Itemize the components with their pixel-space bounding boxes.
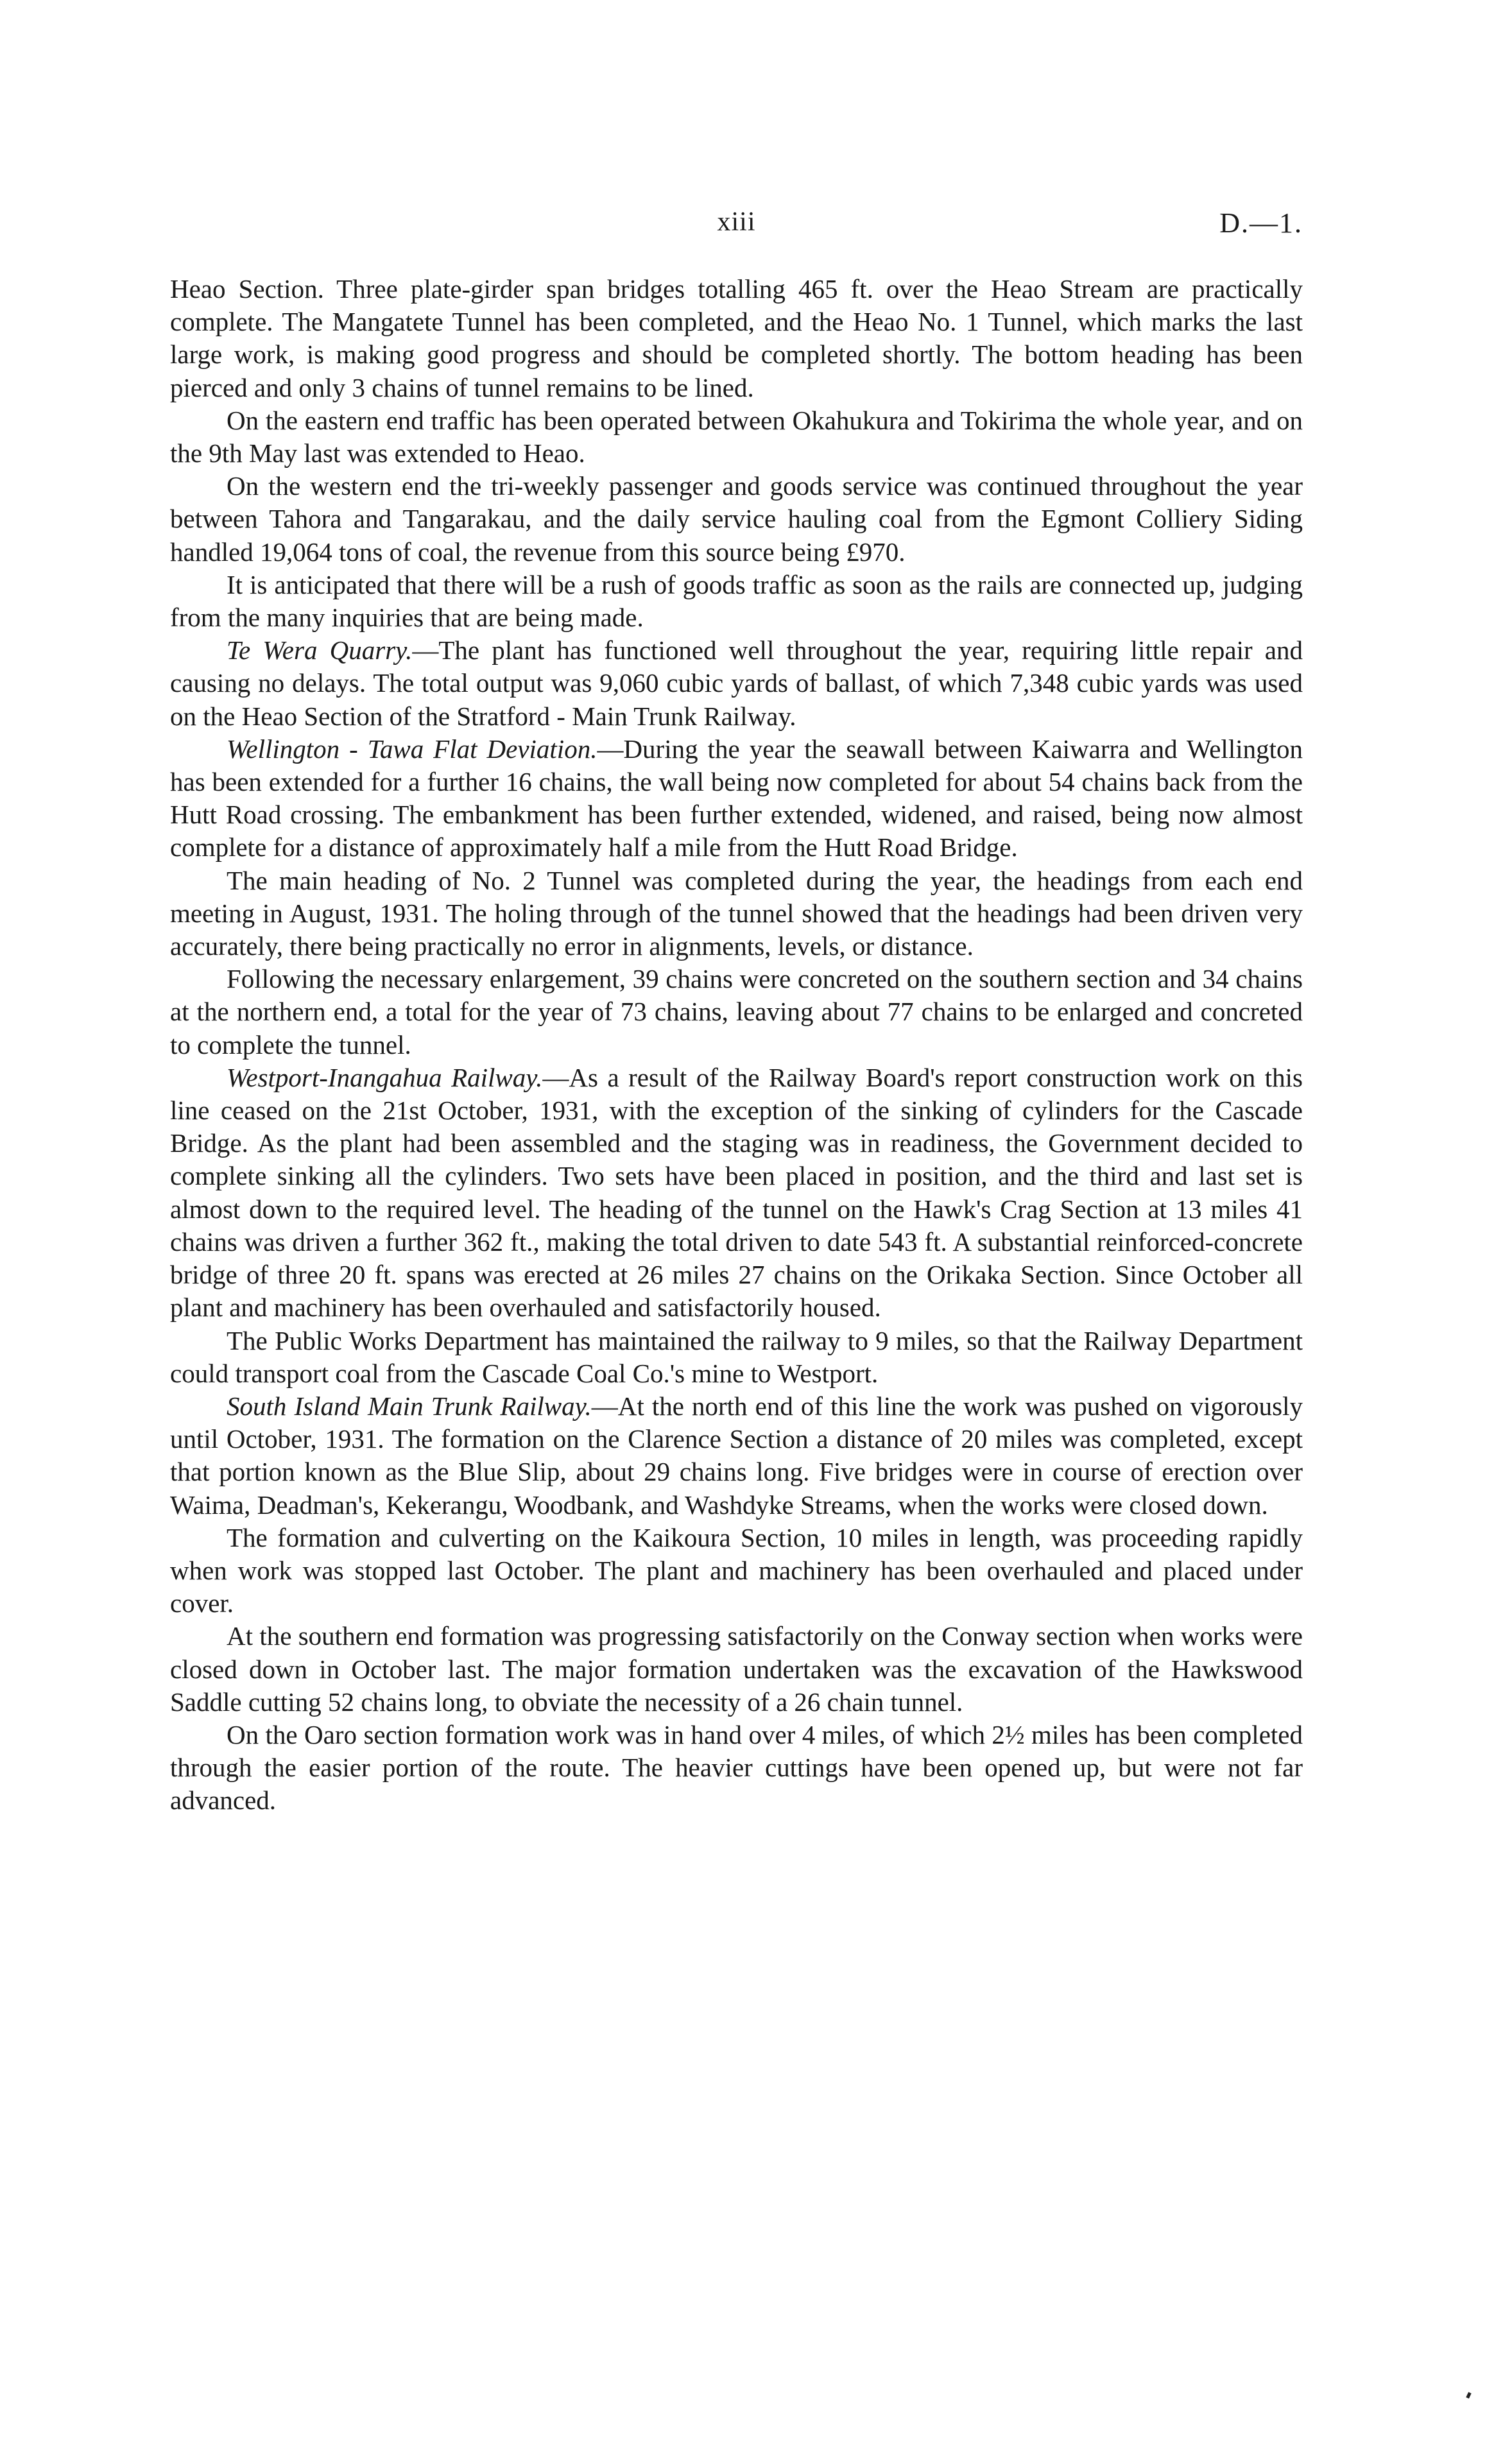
paragraph-no2-tunnel <box>170 864 1303 963</box>
paragraph-oaro-section <box>170 1719 1303 1817</box>
page-header <box>170 207 1303 245</box>
paragraph-text: On the western end the tri-weekly passenger and goods service was continued throughout the year between Tahora and Tangarakau, and the daily service hauling coal from the Egmont Colliery Siding handled 19,064 tons of coal, the revenue from this source being £970. <box>170 471 1303 567</box>
paragraph-goods-traffic <box>170 569 1303 634</box>
paragraph-text: On the eastern end traffic has been operated between Okahukura and Tokirima the whole year, and on the 9th May last was extended to Heao. <box>170 405 1303 468</box>
paragraph-heading: Te Wera Quarry. <box>227 635 413 665</box>
paragraph-text: —At the north end of this line the work was pushed on vigorously until October, 1931. The formation on the Clarence Section a distance of 20 miles was completed, except that portion known as the Blue Slip, about 29 chains long. Five bridges were in course of erection over Waima, Deadman's, Kekerangu, Woodbank, and Washdyke Streams, when the works were closed down. <box>170 1391 1303 1520</box>
paragraph-western-end <box>170 470 1303 569</box>
paragraph-westport-inangahua <box>170 1061 1303 1325</box>
paragraph-text: On the Oaro section formation work was in hand over 4 miles, of which 2½ miles has been completed through the easier portion of the route. The heavier cuttings have been opened up, but were not far advanced. <box>170 1719 1303 1816</box>
document-reference: D.—1. <box>1219 207 1303 239</box>
paragraph-text: It is anticipated that there will be a rush of goods traffic as soon as the rails are connected up, judging from the many inquiries that are being made. <box>170 569 1303 633</box>
paragraph-text: —During the year the seawall between Kaiwarra and Wellington has been extended for a further 16 chains, the wall being now completed for about 54 chains back from the Hutt Road crossing. The embankment has been further extended, widened, and raised, being now almost complete for a distance of approximately half a mile from the Hutt Road Bridge. <box>170 734 1303 863</box>
paragraph-south-island-main-trunk <box>170 1390 1303 1522</box>
paragraph-public-works <box>170 1325 1303 1390</box>
paragraph-heading: Wellington - Tawa Flat Deviation. <box>227 734 597 764</box>
paragraph-text: The Public Works Department has maintained the railway to 9 miles, so that the Railway Department could transport coal from the Cascade Coal Co.'s mine to Westport. <box>170 1325 1303 1388</box>
scan-mark <box>1466 2392 1471 2398</box>
page-number: xiii <box>717 207 756 237</box>
paragraph-conway-section <box>170 1620 1303 1719</box>
paragraph-kaikoura-section <box>170 1522 1303 1620</box>
paragraph-enlargement <box>170 963 1303 1061</box>
paragraph-text: The formation and culverting on the Kaikoura Section, 10 miles in length, was proceeding rapidly when work was stopped last October. The plant and machinery has been overhauled and placed under cover. <box>170 1522 1303 1618</box>
paragraph-heading: Westport-Inangahua Railway. <box>227 1062 543 1092</box>
paragraph-wellington-tawa-flat <box>170 733 1303 864</box>
paragraph-te-wera-quarry <box>170 634 1303 733</box>
paragraph-text: The main heading of No. 2 Tunnel was completed during the year, the headings from each end meeting in August, 1931. The holing through of the tunnel showed that the headings had been driven very accurately, there being practically no error in alignments, levels, or distance. <box>170 865 1303 961</box>
paragraph-eastern-end <box>170 404 1303 470</box>
paragraph-text: Heao Section. Three plate-girder span bridges totalling 465 ft. over the Heao Stream are practically complete. The Mangatete Tunnel has been completed, and the Heao No. 1 Tunnel, which marks the last large work, is making good progress and should be completed shortly. The bottom heading has been pierced and only 3 chains of tunnel remains to be lined. <box>170 274 1303 402</box>
paragraph-text: At the southern end formation was progressing satisfactorily on the Conway section when works were closed down in October last. The major formation undertaken was the excavation of the Hawkswood Saddle cutting 52 chains long, to obviate the necessity of a 26 chain tunnel. <box>170 1621 1303 1717</box>
paragraph-text: —The plant has functioned well throughout the year, requiring little repair and causing no delays. The total output was 9,060 cubic yards of ballast, of which 7,348 cubic yards was used on the Heao Section of the Stratford - Main Trunk Railway. <box>170 635 1303 731</box>
paragraph-text: —As a result of the Railway Board's report construction work on this line ceased on the 21st October, 1931, with the exception of the sinking of cylinders for the Cascade Bridge. As the plant had been assembled and the staging was in readiness, the Government decided to complete sinking all the cylinders. Two sets have been placed in position, and the third and last set is almost down to the required level. The heading of the tunnel on the Hawk's Crag Section at 13 miles 41 chains was driven a further 362 ft., making the total driven to date 543 ft. A substantial reinforced-concrete bridge of three 20 ft. spans was erected at 26 miles 27 chains on the Orikaka Section. Since October all plant and machinery has been overhauled and satisfactorily housed. <box>170 1062 1303 1323</box>
body-text <box>170 273 1303 1817</box>
paragraph-heading: South Island Main Trunk Railway. <box>227 1391 592 1421</box>
paragraph-text: Following the necessary enlargement, 39 chains were concreted on the southern section and 34 chains at the northern end, a total for the year of 73 chains, leaving about 77 chains to be enlarged and concreted to complete the tunnel. <box>170 964 1303 1060</box>
paragraph-heao-section <box>170 273 1303 404</box>
